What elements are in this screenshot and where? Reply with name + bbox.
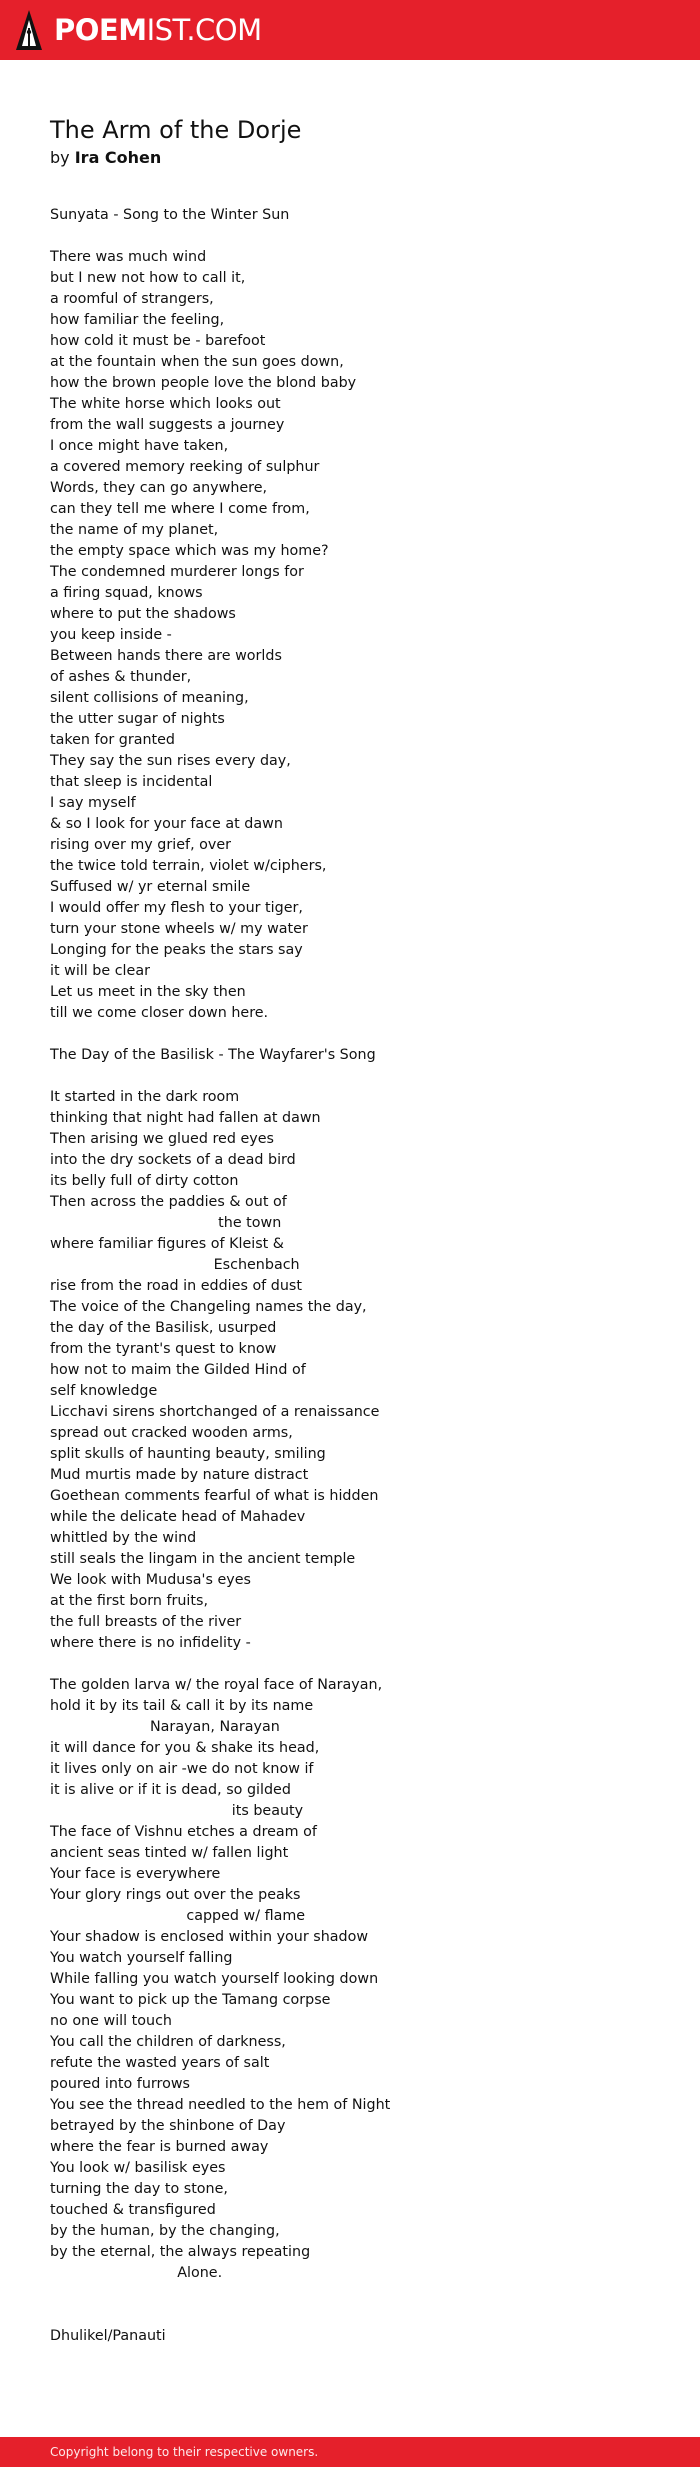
poem-line: turning the day to stone, — [50, 2181, 228, 2197]
poem-line: rise from the road in eddies of dust — [50, 1278, 302, 1294]
poem-line: the twice told terrain, violet w/ciphers, — [50, 858, 327, 874]
poem-line: poured into furrows — [50, 2076, 190, 2092]
poem-line: You want to pick up the Tamang corpse — [50, 1992, 331, 2008]
poem-line: where there is no infidelity - — [50, 1635, 251, 1651]
copyright-text: Copyright belong to their respective owners. — [50, 2445, 319, 2459]
poem-line: at the first born fruits, — [50, 1593, 208, 1609]
poem-line: ancient seas tinted w/ fallen light — [50, 1845, 289, 1861]
poem-line: the day of the Basilisk, usurped — [50, 1320, 277, 1336]
poem-line: Your face is everywhere — [50, 1866, 221, 1882]
poem-content — [50, 115, 670, 2347]
poem-line — [50, 1066, 670, 1087]
poem-line: till we come closer down here. — [50, 1005, 269, 1021]
poem-line — [50, 226, 670, 247]
poem-line: the name of my planet, — [50, 522, 219, 538]
poem-line: the empty space which was my home? — [50, 543, 329, 559]
poem-line: where familiar figures of Kleist & — [50, 1236, 284, 1252]
poem-line: Then across the paddies & out of — [50, 1194, 287, 1210]
poem-line: its beauty — [50, 1803, 304, 1819]
site-footer — [0, 2437, 700, 2467]
poem-line: Suffused w/ yr eternal smile — [50, 879, 251, 895]
poem-line: by the human, by the changing, — [50, 2223, 280, 2239]
poem-line: a roomful of strangers, — [50, 291, 214, 307]
poem-line: Your glory rings out over the peaks — [50, 1887, 301, 1903]
poem-line: silent collisions of meaning, — [50, 690, 249, 706]
poem-line: Between hands there are worlds — [50, 648, 282, 664]
site-header — [0, 0, 700, 60]
poem-line: rising over my grief, over — [50, 837, 232, 853]
poem-line: Dhulikel/Panauti — [50, 2328, 166, 2344]
poem-line: The condemned murderer longs for — [50, 564, 304, 580]
poem-line: a firing squad, knows — [50, 585, 203, 601]
poem-line: The voice of the Changeling names the day, — [50, 1299, 367, 1315]
poem-line: They say the sun rises every day, — [50, 753, 291, 769]
poem-byline — [50, 147, 670, 169]
poem-line: Words, they can go anywhere, — [50, 480, 268, 496]
poem-line: Sunyata - Song to the Winter Sun — [50, 207, 290, 223]
poem-line: but I new not how to call it, — [50, 270, 246, 286]
poem-line: Longing for the peaks the stars say — [50, 942, 303, 958]
poem-line: can they tell me where I come from, — [50, 501, 310, 517]
poem-body — [50, 205, 670, 2347]
poem-line: how not to maim the Gilded Hind of — [50, 1362, 306, 1378]
poem-line: it lives only on air -we do not know if — [50, 1761, 314, 1777]
poem-line: its belly full of dirty cotton — [50, 1173, 239, 1189]
poem-line: capped w/ flame — [50, 1908, 306, 1924]
poem-line: no one will touch — [50, 2013, 172, 2029]
poem-line: by the eternal, the always repeating — [50, 2244, 311, 2260]
poem-line: how cold it must be - barefoot — [50, 333, 266, 349]
poem-line: Alone. — [50, 2265, 223, 2281]
poem-line: The white horse which looks out — [50, 396, 281, 412]
poem-line: You see the thread needled to the hem of Night — [50, 2097, 391, 2113]
poem-line: where the fear is burned away — [50, 2139, 269, 2155]
poem-line: how the brown people love the blond baby — [50, 375, 357, 391]
poem-line: Let us meet in the sky then — [50, 984, 246, 1000]
site-logo[interactable] — [54, 12, 262, 47]
poem-line: We look with Mudusa's eyes — [50, 1572, 251, 1588]
poem-line: it will be clear — [50, 963, 150, 979]
poem-line: I once might have taken, — [50, 438, 229, 454]
poem-line — [50, 1654, 670, 1675]
poem-line — [50, 1024, 670, 1045]
poem-line — [50, 2305, 670, 2326]
poem-line: Mud murtis made by nature distract — [50, 1467, 309, 1483]
poem-line: betrayed by the shinbone of Day — [50, 2118, 286, 2134]
poem-line: thinking that night had fallen at dawn — [50, 1110, 321, 1126]
poem-line: You watch yourself falling — [50, 1950, 233, 1966]
poem-line: the town — [50, 1215, 282, 1231]
poem-line: the utter sugar of nights — [50, 711, 225, 727]
poem-line — [50, 2284, 670, 2305]
poem-line: touched & transfigured — [50, 2202, 216, 2218]
logo-bold-text: POEM — [54, 12, 147, 47]
poem-line: You call the children of darkness, — [50, 2034, 286, 2050]
poem-line: You look w/ basilisk eyes — [50, 2160, 226, 2176]
poem-line: Goethean comments fearful of what is hidden — [50, 1488, 379, 1504]
poem-line: where to put the shadows — [50, 606, 236, 622]
poem-line: Eschenbach — [50, 1257, 300, 1273]
poem-line: I would offer my flesh to your tiger, — [50, 900, 303, 916]
poem-line: from the wall suggests a journey — [50, 417, 285, 433]
poem-line: The Day of the Basilisk - The Wayfarer's Song — [50, 1047, 376, 1063]
poem-line: still seals the lingam in the ancient temple — [50, 1551, 356, 1567]
poem-line: The face of Vishnu etches a dream of — [50, 1824, 317, 1840]
poem-line: hold it by its tail & call it by its name — [50, 1698, 314, 1714]
poem-line: a covered memory reeking of sulphur — [50, 459, 320, 475]
poem-line: turn your stone wheels w/ my water — [50, 921, 308, 937]
poem-line: While falling you watch yourself looking down — [50, 1971, 379, 1987]
poem-line: it is alive or if it is dead, so gilded — [50, 1782, 291, 1798]
poem-line: Your shadow is enclosed within your shadow — [50, 1929, 369, 1945]
poem-line: while the delicate head of Mahadev — [50, 1509, 306, 1525]
poem-line: There was much wind — [50, 249, 207, 265]
author-name[interactable]: Ira Cohen — [74, 148, 162, 167]
poem-line: from the tyrant's quest to know — [50, 1341, 277, 1357]
poem-line: you keep inside - — [50, 627, 172, 643]
poem-line: split skulls of haunting beauty, smiling — [50, 1446, 326, 1462]
poem-line: at the fountain when the sun goes down, — [50, 354, 344, 370]
poem-line: & so I look for your face at dawn — [50, 816, 283, 832]
poem-line: of ashes & thunder, — [50, 669, 192, 685]
poem-title: The Arm of the Dorje — [50, 116, 302, 144]
poem-line: It started in the dark room — [50, 1089, 240, 1105]
logo-light-text: IST.COM — [146, 12, 262, 47]
poem-line: into the dry sockets of a dead bird — [50, 1152, 296, 1168]
pen-nib-icon[interactable] — [16, 10, 42, 50]
poem-line: Narayan, Narayan — [50, 1719, 280, 1735]
poem-line: refute the wasted years of salt — [50, 2055, 270, 2071]
by-label: by — [50, 148, 70, 167]
poem-line: Licchavi sirens shortchanged of a renaissance — [50, 1404, 380, 1420]
poem-line: self knowledge — [50, 1383, 158, 1399]
poem-line: I say myself — [50, 795, 136, 811]
poem-line: taken for granted — [50, 732, 175, 748]
poem-line: how familiar the feeling, — [50, 312, 225, 328]
poem-line: spread out cracked wooden arms, — [50, 1425, 293, 1441]
poem-line: Then arising we glued red eyes — [50, 1131, 274, 1147]
poem-line: The golden larva w/ the royal face of Narayan, — [50, 1677, 383, 1693]
poem-line: that sleep is incidental — [50, 774, 213, 790]
poem-line: it will dance for you & shake its head, — [50, 1740, 320, 1756]
poem-line: the full breasts of the river — [50, 1614, 242, 1630]
poem-line: whittled by the wind — [50, 1530, 197, 1546]
